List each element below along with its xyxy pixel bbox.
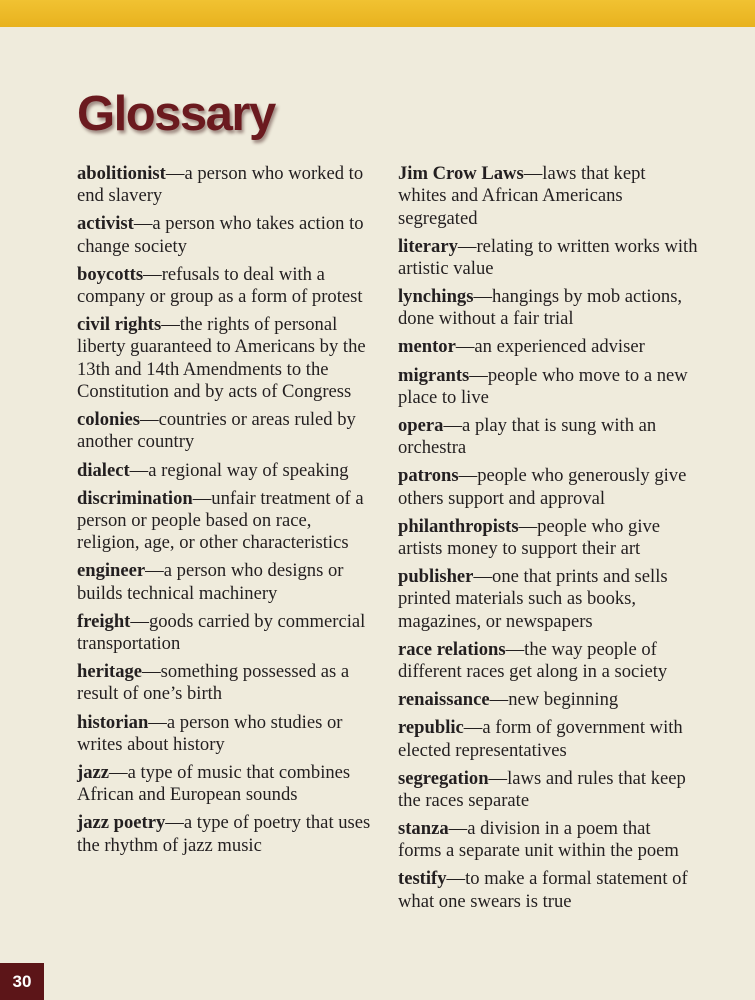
glossary-definition: —a form of government with elected representatives	[398, 717, 683, 761]
glossary-entry	[398, 818, 698, 863]
glossary-term: migrants	[398, 364, 470, 386]
glossary-term: abolitionist	[77, 163, 166, 184]
glossary-entry	[398, 415, 698, 460]
glossary-term: Jim Crow Laws	[398, 163, 524, 184]
glossary-term: republic	[398, 717, 464, 739]
glossary-definition: —the rights of personal liberty guaranteed to Americans by the 13th and 14th Amendments to the Constitution and by acts of Congress	[77, 314, 366, 403]
glossary-definition: —goods carried by commercial transportation	[77, 610, 366, 655]
glossary-definition: —a type of music that combines African and European sounds	[77, 761, 351, 806]
glossary-definition: —something possessed as a result of one’s birth	[77, 661, 350, 705]
glossary-entry	[77, 314, 377, 403]
glossary-entry	[77, 611, 377, 656]
glossary-entry	[398, 365, 698, 410]
page-title: Glossary	[77, 87, 275, 141]
glossary-right-column	[398, 163, 698, 919]
glossary-entry	[398, 286, 698, 331]
glossary-entry	[77, 812, 377, 857]
glossary-term: jazz	[77, 761, 109, 783]
glossary-term: colonies	[77, 409, 141, 431]
glossary-term: civil rights	[77, 314, 162, 336]
glossary-term: engineer	[77, 560, 146, 582]
glossary-definition: —unfair treatment of a person or people based on race, religion, age, or other characteristics	[77, 487, 364, 554]
glossary-entry	[398, 566, 698, 633]
glossary-definition: —a play that is sung with an orchestra	[398, 414, 657, 459]
glossary-definition: —a regional way of speaking	[129, 459, 349, 481]
glossary-term: philanthropists	[398, 515, 519, 537]
glossary-term: literary	[398, 235, 458, 257]
glossary-entry	[398, 236, 698, 281]
glossary-entry	[77, 762, 377, 807]
glossary-definition: —laws that kept whites and African Americans segregated	[398, 163, 646, 229]
glossary-entry	[77, 560, 377, 605]
glossary-entry	[77, 661, 377, 706]
glossary-entry	[398, 465, 698, 510]
glossary-entry	[398, 689, 698, 711]
glossary-definition: —new beginning	[489, 689, 619, 711]
glossary-term: testify	[398, 868, 447, 890]
glossary-definition: —a person who takes action to change society	[77, 213, 364, 257]
glossary-definition: —people who move to a new place to live	[398, 364, 688, 408]
glossary-definition: —countries or areas ruled by another country	[77, 409, 356, 453]
glossary-term: race relations	[398, 638, 506, 660]
glossary-entry	[398, 516, 698, 561]
glossary-definition: —refusals to deal with a company or group as a form of protest	[77, 263, 363, 308]
glossary-term: publisher	[398, 566, 474, 588]
glossary-entry	[398, 639, 698, 684]
glossary-term: mentor	[398, 336, 456, 358]
glossary-definition: —to make a formal statement of what one swears is true	[398, 868, 688, 912]
glossary-definition: —a person who worked to end slavery	[77, 163, 364, 207]
glossary-term: renaissance	[398, 689, 490, 711]
glossary-term: freight	[77, 610, 131, 632]
glossary-term: segregation	[398, 767, 489, 789]
glossary-definition: —people who generously give others support and approval	[398, 465, 687, 509]
glossary-definition: —laws and rules that keep the races separate	[398, 767, 686, 811]
top-color-bar	[0, 0, 755, 27]
glossary-entry	[77, 264, 377, 309]
glossary-term: lynchings	[398, 286, 474, 308]
glossary-term: patrons	[398, 465, 459, 487]
glossary-term: boycotts	[77, 263, 144, 285]
glossary-definition: —a person who studies or writes about history	[77, 711, 343, 755]
glossary-term: dialect	[77, 459, 130, 481]
glossary-definition: —relating to written works with artistic value	[398, 235, 698, 279]
glossary-entry	[77, 163, 377, 208]
glossary-definition: —a type of poetry that uses the rhythm of jazz music	[77, 812, 371, 856]
glossary-entry	[77, 712, 377, 757]
glossary-entry	[77, 409, 377, 454]
glossary-term: historian	[77, 711, 149, 733]
glossary-entry	[77, 460, 377, 482]
glossary-definition: —hangings by mob actions, done without a fair trial	[398, 286, 683, 330]
glossary-entry	[398, 336, 698, 358]
glossary-definition: —a division in a poem that forms a separate unit within the poem	[398, 818, 679, 862]
glossary-entry	[398, 868, 698, 913]
glossary-entry	[77, 213, 377, 258]
glossary-left-column	[77, 163, 377, 863]
glossary-entry	[77, 488, 377, 555]
glossary-term: jazz poetry	[77, 812, 166, 834]
glossary-definition: —people who give artists money to support their art	[398, 515, 661, 560]
glossary-entry	[398, 163, 698, 230]
glossary-entry	[398, 768, 698, 813]
glossary-term: stanza	[398, 818, 449, 840]
glossary-definition: —one that prints and sells printed materials such as books, magazines, or newspapers	[398, 566, 668, 632]
glossary-term: activist	[77, 213, 134, 235]
glossary-definition: —an experienced adviser	[455, 336, 645, 358]
glossary-entry	[398, 717, 698, 762]
glossary-definition: —a person who designs or builds technical machinery	[77, 560, 344, 604]
glossary-term: discrimination	[77, 487, 193, 509]
page-number: 30	[0, 963, 44, 1000]
glossary-definition: —the way people of different races get along in a society	[398, 638, 668, 683]
glossary-term: heritage	[77, 661, 143, 683]
glossary-term: opera	[398, 414, 444, 436]
